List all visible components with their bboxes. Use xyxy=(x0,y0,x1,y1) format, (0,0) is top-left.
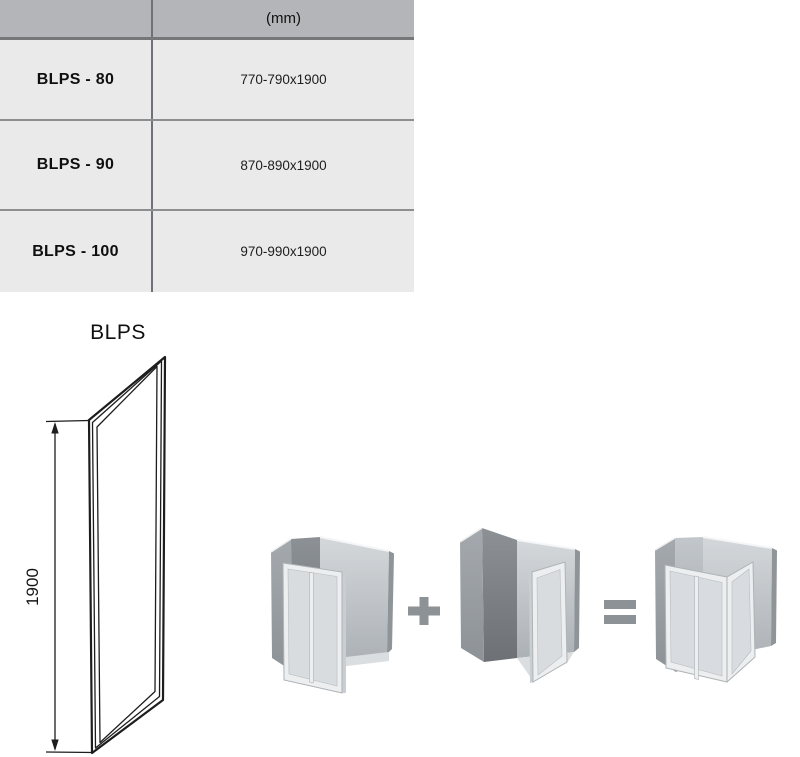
model-cell: BLPS - 90 xyxy=(0,121,153,209)
glass-panel-outline xyxy=(89,357,165,753)
size-cell: 870-890x1900 xyxy=(240,157,327,173)
sliding-door xyxy=(665,565,727,682)
fixed-side-panel xyxy=(529,562,567,683)
panel-technical-drawing xyxy=(20,335,240,757)
illustration-fixed-side-panel-unit xyxy=(455,520,587,692)
height-dimension-lines xyxy=(46,421,94,753)
size-table-header-empty-cell xyxy=(0,0,153,37)
fixed-side-panel xyxy=(727,562,755,682)
size-cell: 770-790x1900 xyxy=(240,72,327,87)
plus-icon xyxy=(408,597,440,625)
sliding-door xyxy=(283,563,346,693)
illustration-sliding-door-unit xyxy=(258,518,408,704)
size-table xyxy=(0,0,414,292)
height-dimension-value: 1900 xyxy=(23,568,42,606)
size-cell: 970-990x1900 xyxy=(240,244,327,259)
size-table-header-row xyxy=(0,0,414,40)
size-table-unit-header: (mm) xyxy=(266,10,301,27)
left-wall xyxy=(460,528,517,662)
model-cell: BLPS - 80 xyxy=(0,40,153,119)
table-row xyxy=(0,121,414,211)
table-row xyxy=(0,40,414,121)
illustration-complete-corner-enclosure xyxy=(648,518,798,710)
product-label: BLPS xyxy=(90,321,146,344)
table-row xyxy=(0,211,414,292)
equals-icon xyxy=(604,600,636,624)
model-cell: BLPS - 100 xyxy=(0,211,153,292)
